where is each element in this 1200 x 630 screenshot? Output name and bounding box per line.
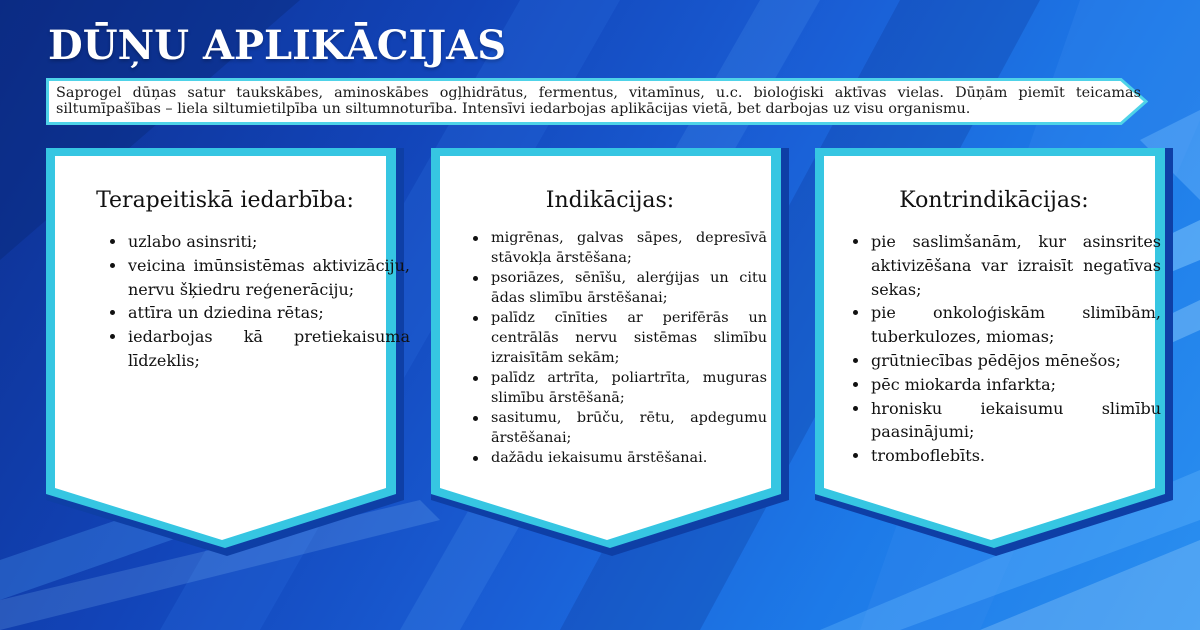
list-item: dažādu iekaisumu ārstēšanai. <box>471 448 767 468</box>
card-title: Terapeitiskā iedarbība: <box>96 188 354 213</box>
intro-banner <box>46 78 1148 125</box>
list-item: iedarbojas kā pretiekaisuma līdzeklis; <box>108 325 410 373</box>
card-list <box>108 230 410 373</box>
list-item: pie onkoloģiskām slimībām, tuberkulozes, miomas; <box>851 301 1161 349</box>
list-item: grūtniecības pēdējos mēnešos; <box>851 349 1161 373</box>
card-indications <box>431 148 789 556</box>
list-item: palīdz cīnīties ar perifērās un centrālās nervu sistēmas slimību izraisītām sekām; <box>471 308 767 368</box>
list-item: pie saslimšanām, kur asinsrites aktivizēšana var izraisīt negatīvas sekas; <box>851 230 1161 301</box>
card-title: Indikācijas: <box>545 188 675 213</box>
list-item: sasitumu, brūču, rētu, apdegumu ārstēšanai; <box>471 408 767 448</box>
intro-text: Saprogel dūņas satur taukskābes, aminoskābes ogļhidrātus, fermentus, vitamīnus, u.c. bioloģiski aktīvas vielas. Dūņām piemīt teicamas siltumīpašības – liela siltumietilpība un siltumnoturība. Intensīvi iedarbojas aplikācijas vietā, bet darbojas uz visu organismu. <box>56 85 1141 117</box>
card-therapeutic-effect <box>46 148 410 556</box>
list-item: palīdz artrīta, poliartrīta, muguras slimību ārstēšanā; <box>471 368 767 408</box>
list-item: veicina imūnsistēmas aktivizāciju, nervu šķiedru reģenerāciju; <box>108 254 410 302</box>
card-list <box>471 228 767 468</box>
list-item: hronisku iekaisumu slimību paasinājumi; <box>851 397 1161 445</box>
page-title: DŪŅU APLIKĀCIJAS <box>48 22 507 69</box>
list-item: attīra un dziedina rētas; <box>108 301 410 325</box>
card-title: Kontrindikācijas: <box>899 188 1089 213</box>
list-item: uzlabo asinsriti; <box>108 230 410 254</box>
card-list <box>851 230 1161 468</box>
list-item: pēc miokarda infarkta; <box>851 373 1161 397</box>
list-item: psoriāzes, sēnīšu, alerģijas un citu ādas slimību ārstēšanai; <box>471 268 767 308</box>
card-contraindications <box>815 148 1173 556</box>
list-item: tromboflebīts. <box>851 444 1161 468</box>
list-item: migrēnas, galvas sāpes, depresīvā stāvokļa ārstēšana; <box>471 228 767 268</box>
